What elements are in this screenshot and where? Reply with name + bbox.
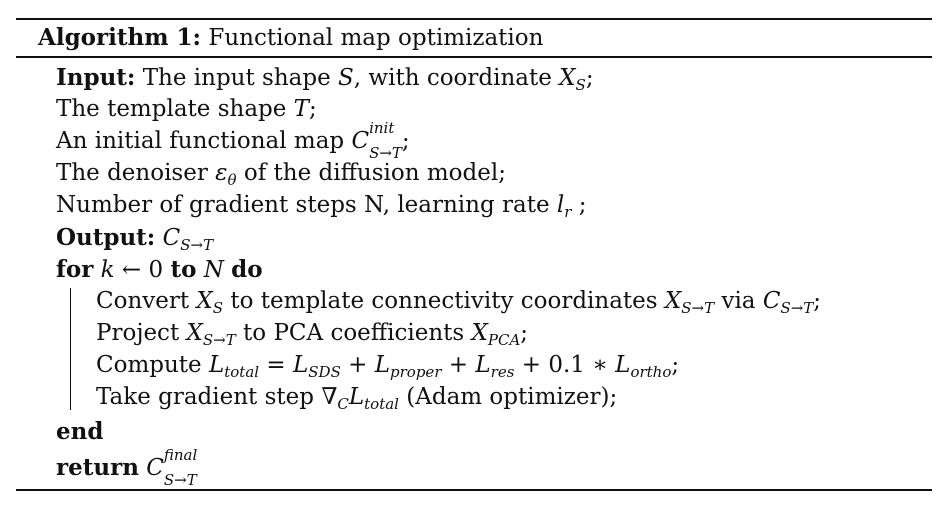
initmap-text: An initial functional map (56, 128, 345, 154)
grad-nabla: ∇ (321, 384, 338, 410)
input-keyword: Input: (56, 64, 136, 91)
for-variable: k (100, 257, 115, 283)
loss-proper-symbol: L (374, 352, 391, 378)
input-line (56, 66, 594, 93)
initial-map-line (56, 119, 410, 162)
loss-ortho-symbol: L (615, 352, 631, 378)
denoiser-line (56, 162, 506, 188)
project-text: Project (96, 320, 180, 346)
project-symbol2: X (471, 320, 488, 346)
steps-symbol: l (556, 192, 565, 218)
template-symbol: T (293, 96, 310, 122)
convert-symbol: X (196, 288, 213, 314)
initmap-symbol: C (351, 128, 370, 154)
for-limit: N (203, 257, 224, 283)
algorithm-label: Algorithm 1: (38, 24, 202, 51)
input-text: The input shape (142, 65, 331, 91)
loop-body-bar (70, 288, 71, 410)
output-line (56, 226, 213, 253)
convert-symbol3: C (762, 288, 781, 314)
return-line (56, 446, 198, 489)
grad-loss-symbol: L (348, 384, 365, 410)
return-keyword: return (56, 454, 139, 481)
loss-proper-sub: proper (390, 363, 442, 381)
convert-via: via (721, 288, 756, 314)
compute-plus-1: + (340, 352, 375, 378)
steps-end: ; (578, 192, 587, 218)
project-text2: to PCA coefficients (243, 320, 465, 346)
denoiser-text: The denoiser (56, 160, 208, 186)
loss-ortho-sub: ortho (630, 363, 672, 381)
for-arrow: ← 0 (121, 257, 164, 283)
compute-line (96, 354, 679, 380)
gradient-line (96, 386, 617, 412)
project-sub2: PCA (487, 331, 521, 349)
input-end: ; (585, 65, 594, 91)
convert-sub3: S→T (780, 299, 814, 317)
to-keyword: to (170, 256, 197, 283)
bottom-rule (16, 489, 932, 491)
project-end: ; (520, 320, 529, 346)
convert-sub2: S→T (681, 299, 715, 317)
convert-line (96, 290, 821, 316)
project-symbol: X (186, 320, 203, 346)
steps-line (56, 194, 586, 220)
loss-total-sub: total (224, 363, 260, 381)
algorithm-title: Functional map optimization (208, 25, 544, 51)
grad-loss-sub: total (364, 395, 399, 413)
output-sub: S→T (180, 236, 214, 254)
compute-text: Compute (96, 352, 202, 378)
header-rule (16, 56, 932, 58)
project-sub: S→T (202, 331, 236, 349)
for-keyword: for (56, 256, 94, 283)
return-sup: final (163, 446, 198, 464)
template-line (56, 98, 317, 121)
initmap-sup: init (369, 119, 395, 137)
return-sub: S→T (163, 471, 197, 489)
compute-equals: = (259, 352, 293, 378)
grad-text2: (Adam optimizer); (406, 384, 618, 410)
output-symbol: C (162, 225, 181, 251)
for-line (56, 258, 263, 282)
input-coord-symbol: X (559, 65, 576, 91)
loss-sds-symbol: L (292, 352, 309, 378)
convert-text2: to template connectivity coordinates (230, 288, 658, 314)
compute-plus-2: + (441, 352, 476, 378)
end-line (56, 420, 103, 444)
convert-text: Convert (96, 288, 190, 314)
loss-sds-sub: SDS (308, 363, 341, 381)
grad-nabla-sub: C (337, 395, 349, 413)
input-text2: , with coordinate (353, 65, 552, 91)
initmap-end: ; (401, 128, 410, 154)
initmap-sub: S→T (369, 144, 402, 162)
input-shape-symbol: S (338, 65, 354, 91)
return-symbol: C (146, 455, 164, 481)
template-text: The template shape (56, 96, 287, 122)
end-keyword: end (56, 418, 104, 445)
steps-sub: r (564, 203, 572, 221)
loss-res-sub: res (490, 363, 515, 381)
denoiser-text2: of the diffusion model; (243, 160, 506, 186)
convert-sub: S (212, 299, 224, 317)
input-coord-sub: S (575, 76, 586, 94)
loss-total-symbol: L (208, 352, 225, 378)
loss-res-symbol: L (475, 352, 491, 378)
convert-symbol2: X (664, 288, 682, 314)
template-end: ; (309, 96, 317, 122)
denoiser-symbol: ε (215, 160, 228, 186)
compute-coefficient: + 0.1 ∗ (514, 352, 616, 378)
project-line (96, 322, 528, 348)
grad-text: Take gradient step (96, 384, 314, 410)
algorithm-caption (38, 26, 543, 50)
convert-end: ; (813, 288, 822, 314)
do-keyword: do (231, 256, 263, 283)
compute-end: ; (671, 352, 680, 378)
top-rule (16, 18, 932, 20)
steps-text: Number of gradient steps N, learning rate (56, 192, 550, 218)
output-keyword: Output: (56, 224, 156, 251)
denoiser-sub: θ (227, 171, 237, 189)
